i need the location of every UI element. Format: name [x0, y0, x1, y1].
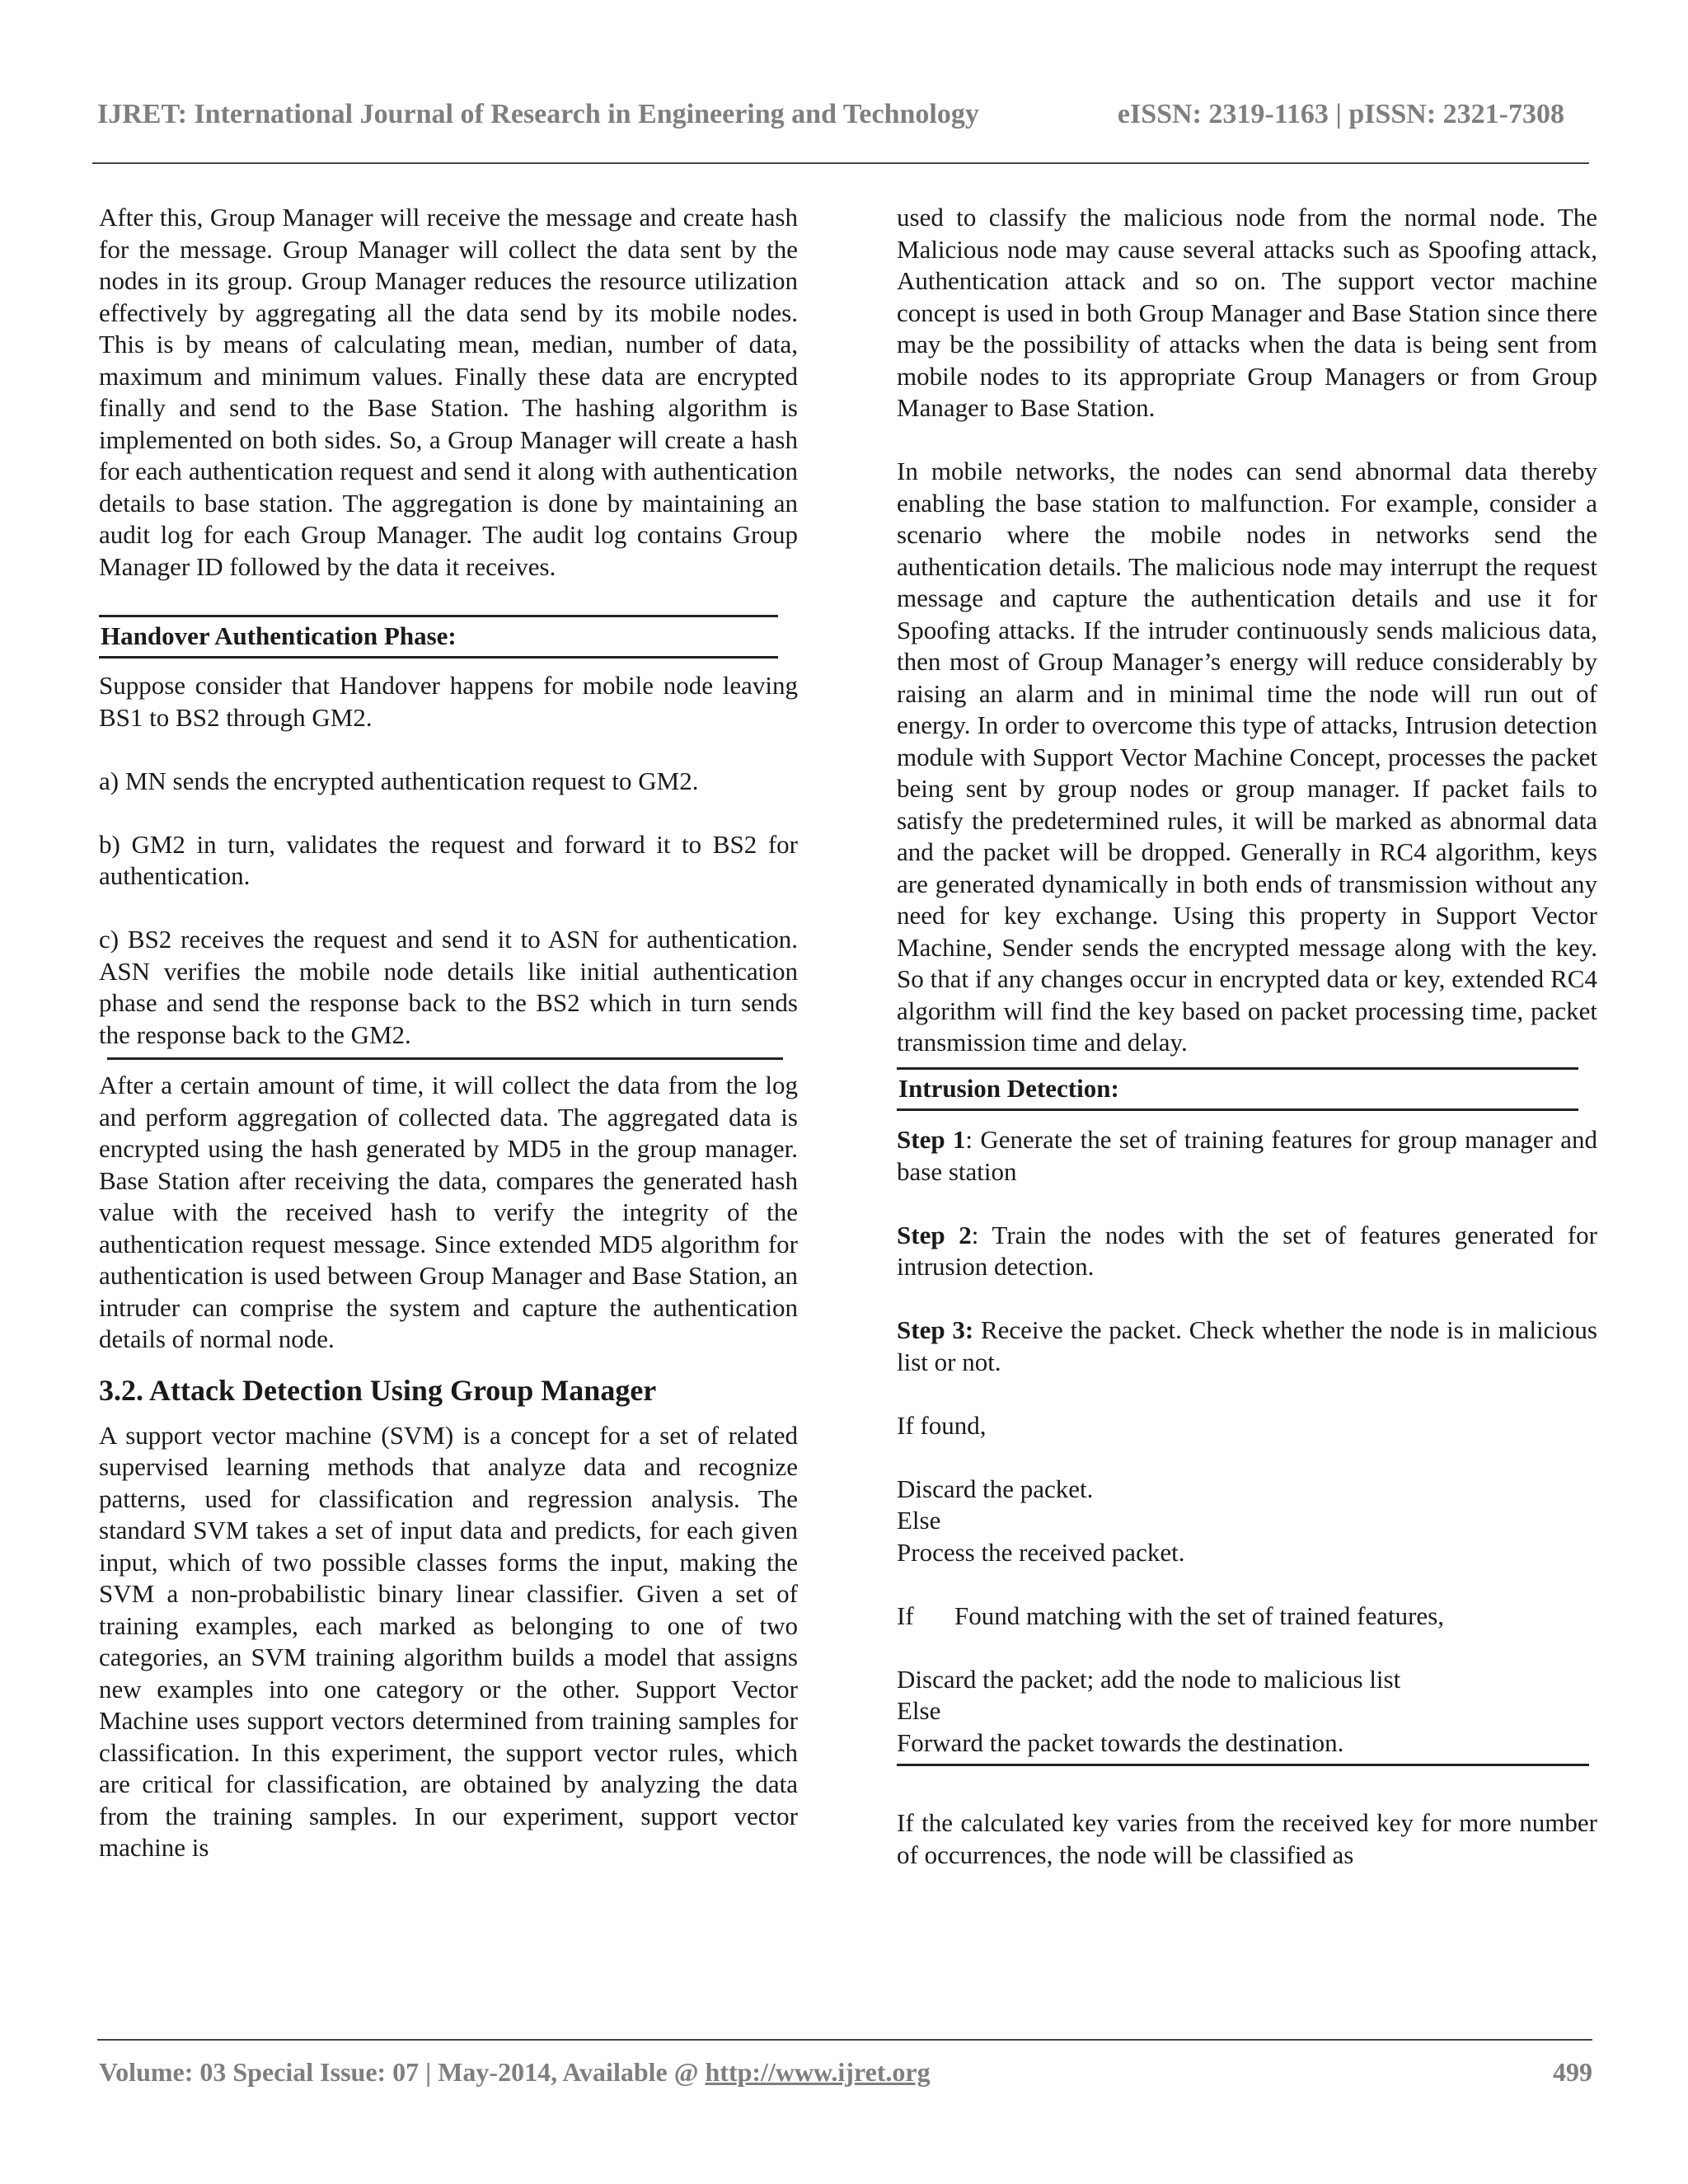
algo-line — [897, 1601, 1597, 1633]
algo-line: Discard the packet. — [897, 1474, 1094, 1503]
step-text: Receive the packet. Check whether the node is in malicious list or not. — [897, 1315, 1597, 1376]
paragraph: After a certain amount of time, it will collect the data from the log and perform aggregation of collected data. The aggregated data is encrypted using the hash generated by MD5 in the group manager. Base Station after receiving the data, compares the generated hash value with the received hash to verify the integrity of the authentication request message. Since extended MD5 algorithm for authentication is used between Group Manager and Base Station, an intruder can comprise the system and capture the authentication details of normal node. — [99, 1071, 798, 1353]
header-rule — [92, 162, 1589, 164]
algo-line: Else — [897, 1506, 941, 1535]
running-footer — [99, 2057, 1592, 2098]
running-header — [97, 99, 1564, 140]
step-text: : Generate the set of training features for group manager and base station — [897, 1125, 1597, 1186]
algo-line: Forward the packet towards the destination. — [897, 1727, 1344, 1757]
paragraph: After this, Group Manager will receive the message and create hash for the message. Group Manager will collect the data sent by the nodes in its group. Group Manager reduces the resource utilization effectively by aggregating all the data send by its mobile nodes. This is by means of calculating mean, median, number of data, maximum and minimum values. Finally these data are encrypted finally and send to the Base Station. The hashing algorithm is implemented on both sides. So, a Group Manager will create a hash for each authentication request and send it along with authentication details to base station. The aggregation is done by maintaining an audit log for each Group Manager. The audit log contains Group Manager ID followed by the data it receives. — [99, 203, 798, 581]
intrusion-heading: Intrusion Detection: — [897, 1067, 1578, 1112]
journal-url-link[interactable]: http://www.ijret.org — [705, 2057, 931, 2087]
volume-text: Volume: 03 Special Issue: 07 | May-2014, Available @ — [99, 2057, 706, 2087]
divider — [107, 1057, 783, 1060]
paragraph: In mobile networks, the nodes can send abnormal data thereby enabling the base station to malfunction. For example, consider a scenario where the mobile nodes in networks send the authentication details. The malicious node may interrupt the request message and capture the authentication details and use it for Spoofing attacks. If the intruder continuously sends malicious data, then most of Group Manager’s energy will reduce considerably by raising an alarm and in minimal time the node will run out of energy. In order to overcome this type of attacks, Intrusion detection module with Support Vector Machine Concept, processes the packet being sent by group nodes or group manager. If packet fails to satisfy the predetermined rules, it will be marked as abnormal data and the packet will be dropped. Generally in RC4 algorithm, keys are generated dynamically in both ends of transmission without any need for key exchange. Using this property in Support Vector Machine, Sender sends the encrypted message along with the key. So that if any changes occur in encrypted data or key, extended RC4 algorithm will find the key based on packet processing time, packet transmission time and delay. — [897, 457, 1597, 1057]
algo-block — [897, 1474, 1597, 1569]
handover-heading: Handover Authentication Phase: — [99, 615, 778, 659]
list-item: b) GM2 in turn, validates the request and forward it to BS2 for authentication. — [99, 829, 798, 890]
if-condition: Found matching with the set of trained features, — [954, 1601, 1445, 1630]
paragraph: used to classify the malicious node from the normal node. The Malicious node may cause several attacks such as Spoofing attack, Authentication attack and so on. The support vector machine concept is used in both Group Manager and Base Station since there may be the possibility of attacks when the data is being sent from mobile nodes to its appropriate Group Managers or from Group Manager to Base Station. — [897, 203, 1597, 422]
divider — [897, 1764, 1589, 1766]
step-label: Step 1 — [897, 1125, 966, 1154]
step — [897, 1220, 1597, 1283]
paragraph: If the calculated key varies from the received key for more number of occurrences, the node will be classified as — [897, 1808, 1597, 1869]
algo-line: If found, — [897, 1410, 987, 1440]
footer-rule — [97, 2039, 1592, 2041]
if-keyword: If — [897, 1601, 914, 1630]
algo-line: Else — [897, 1696, 941, 1725]
issn-line: eISSN: 2319-1163 | pISSN: 2321-7308 — [1117, 99, 1564, 129]
step-label: Step 3: — [897, 1315, 974, 1344]
list-item: c) BS2 receives the request and send it to ASN for authentication. ASN verifies the mobile node details like initial authentication phase and send the response back to the BS2 which in turn sends the response back to the GM2. — [99, 925, 798, 1049]
step-label: Step 2 — [897, 1220, 972, 1249]
algo-line: Discard the packet; add the node to malicious list — [897, 1664, 1401, 1694]
algo-block — [897, 1664, 1597, 1760]
section-heading: 3.2. Attack Detection Using Group Manager — [99, 1373, 657, 1407]
right-column — [897, 202, 1597, 1871]
algo-line: Process the received packet. — [897, 1537, 1185, 1567]
page-number: 499 — [1553, 2057, 1592, 2087]
step — [897, 1124, 1597, 1188]
step — [897, 1315, 1597, 1378]
volume-info — [99, 2057, 931, 2088]
paragraph: A support vector machine (SVM) is a concept for a set of related supervised learning methods that analyze data and recognize patterns, used for classification and regression analysis. The standard SVM takes a set of input data and predicts, for each given input, which of two possible classes forms the input, making the SVM a non-probabilistic binary linear classifier. Given a set of training examples, each marked as belonging to one of two categories, an SVM training algorithm builds a model that assigns new examples into one category or the other. Support Vector Machine uses support vectors determined from training samples for classification. In this experiment, the support vector rules, which are critical for classification, are obtained by analyzing the data from the training samples. In our experiment, support vector machine is — [99, 1420, 798, 1862]
paragraph: Suppose consider that Handover happens for mobile node leaving BS1 to BS2 through GM2. — [99, 671, 798, 732]
step-text: : Train the nodes with the set of features generated for intrusion detection. — [897, 1220, 1597, 1281]
left-column — [99, 202, 798, 1864]
journal-title: IJRET: International Journal of Research in Engineering and Technology — [97, 99, 979, 129]
list-item: a) MN sends the encrypted authentication request to GM2. — [99, 766, 699, 795]
